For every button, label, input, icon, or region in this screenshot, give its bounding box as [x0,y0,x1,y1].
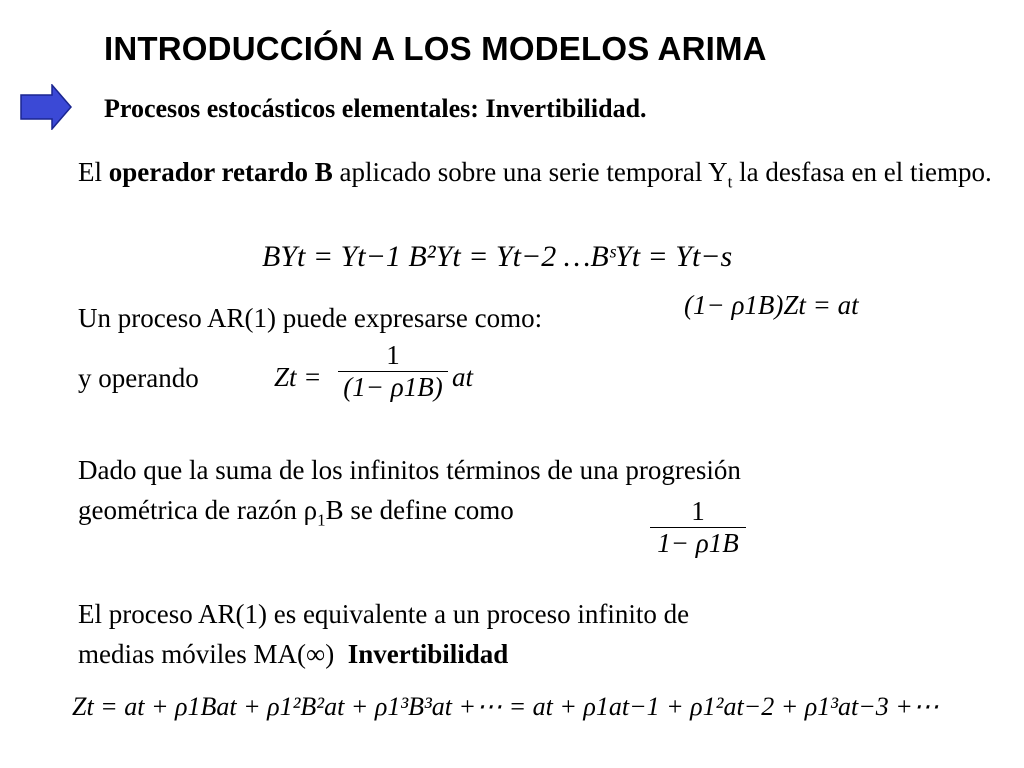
slide-subtitle: Procesos estocásticos elementales: Invertibilidad. [104,94,647,123]
paragraph-ma-infinity [78,594,689,674]
equation-backshift-text: BYt = Yt−1 B²Yt = Yt−2 …BˢYt = Yt−s [262,240,733,273]
p1-mid: aplicado sobre una serie temporal Y [332,157,728,187]
equation-ar1 [684,290,859,321]
slide-title: INTRODUCCIÓN A LOS MODELOS ARIMA [104,30,767,67]
fraction-geometric [650,496,746,559]
p1-prefix: El [78,157,109,187]
p1-bold-term: operador retardo B [108,157,333,187]
right-arrow-icon [20,84,72,130]
p1-suffix: la desfasa en el tiempo. [732,157,992,187]
paragraph-ar1-expression: Un proceso AR(1) puede expresarse como: [78,303,543,333]
p5-bold-invertibilidad: Invertibilidad [347,639,509,669]
p5-line1: El proceso AR(1) es equivalente a un proceso infinito de [78,599,690,629]
fraction-z-numerator: 1 [386,340,400,370]
paragraph-geometric-series [78,450,741,540]
fraction-geometric-numerator: 1 [691,496,705,526]
equation-ma-expansion [72,692,939,722]
equation-backshift [262,240,732,274]
paragraph-operator-retardo [78,152,994,202]
equation-z-rhs: at [452,362,474,392]
fraction-z [338,340,448,403]
paragraph-operando: y operando [78,363,199,393]
equation-z-lhs: Zt = [274,362,322,392]
p4-line2-sub: 1 [317,510,326,530]
equation-ar1-text: (1− ρ1B)Zt = at [684,290,859,320]
p4-line1: Dado que la suma de los infinitos términos de una progresión [78,455,741,485]
p4-line2-pre: geométrica de razón ρ [78,495,318,525]
p4-line2-post: B se define como [325,495,514,525]
p1-sub: t [727,172,733,192]
fraction-geometric-denominator: 1− ρ1B [657,528,739,558]
fraction-z-denominator: (1− ρ1B) [343,372,443,402]
p5-line2: medias móviles MA(∞) [78,639,335,669]
equation-ma-expansion-text: Zt = at + ρ1Bat + ρ1²B²at + ρ1³B³at +⋯ = at + ρ1at−1 + ρ1²at−2 + ρ1³at−3 +⋯ [72,692,939,721]
